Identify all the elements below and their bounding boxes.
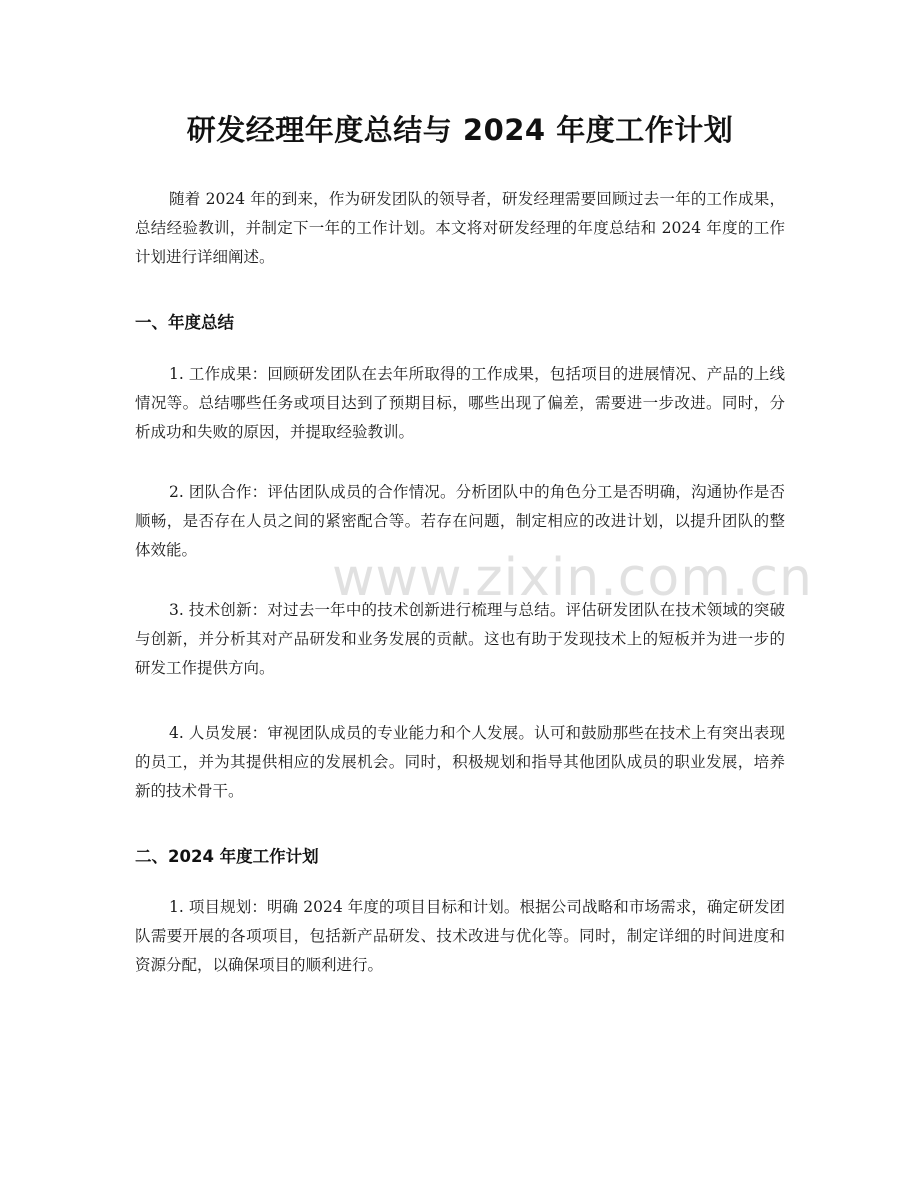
plan-paragraph-projects: 1. 项目规划：明确 2024 年度的项目目标和计划。根据公司战略和市场需求，确定研发团队需要开展的各项项目，包括新产品研发、技术改进与优化等。同时，制定详细的时间进度和资源分配，以确保项目的顺利进行。 <box>135 898 785 974</box>
intro-paragraph: 随着 2024 年的到来，作为研发团队的领导者，研发经理需要回顾过去一年的工作成果，总结经验教训，并制定下一年的工作计划。本文将对研发经理的年度总结和 2024 年度的工作计划进行详细阐述。 <box>135 190 785 266</box>
watermark: www.zixin.com.cn <box>332 548 813 608</box>
document-title: 研发经理年度总结与 2024 年度工作计划 <box>186 113 734 147</box>
section-heading-2024-plan: 二、2024 年度工作计划 <box>135 847 319 866</box>
summary-paragraph-people: 4. 人员发展：审视团队成员的专业能力和个人发展。认可和鼓励那些在技术上有突出表现的员工，并为其提供相应的发展机会。同时，积极规划和指导其他团队成员的职业发展，培养新的技术骨干。 <box>135 724 785 800</box>
summary-paragraph-achievements: 1. 工作成果：回顾研发团队在去年所取得的工作成果，包括项目的进展情况、产品的上线情况等。总结哪些任务或项目达到了预期目标，哪些出现了偏差，需要进一步改进。同时，分析成功和失败的原因，并提取经验教训。 <box>135 365 785 441</box>
section-heading-annual-summary: 一、年度总结 <box>135 313 234 332</box>
summary-paragraph-innovation: 3. 技术创新：对过去一年中的技术创新进行梳理与总结。评估研发团队在技术领域的突破与创新，并分析其对产品研发和业务发展的贡献。这也有助于发现技术上的短板并为进一步的研发工作提供方向。 <box>135 601 785 677</box>
summary-paragraph-teamwork: 2. 团队合作：评估团队成员的合作情况。分析团队中的角色分工是否明确，沟通协作是否顺畅，是否存在人员之间的紧密配合等。若存在问题，制定相应的改进计划，以提升团队的整体效能。 <box>135 483 785 559</box>
